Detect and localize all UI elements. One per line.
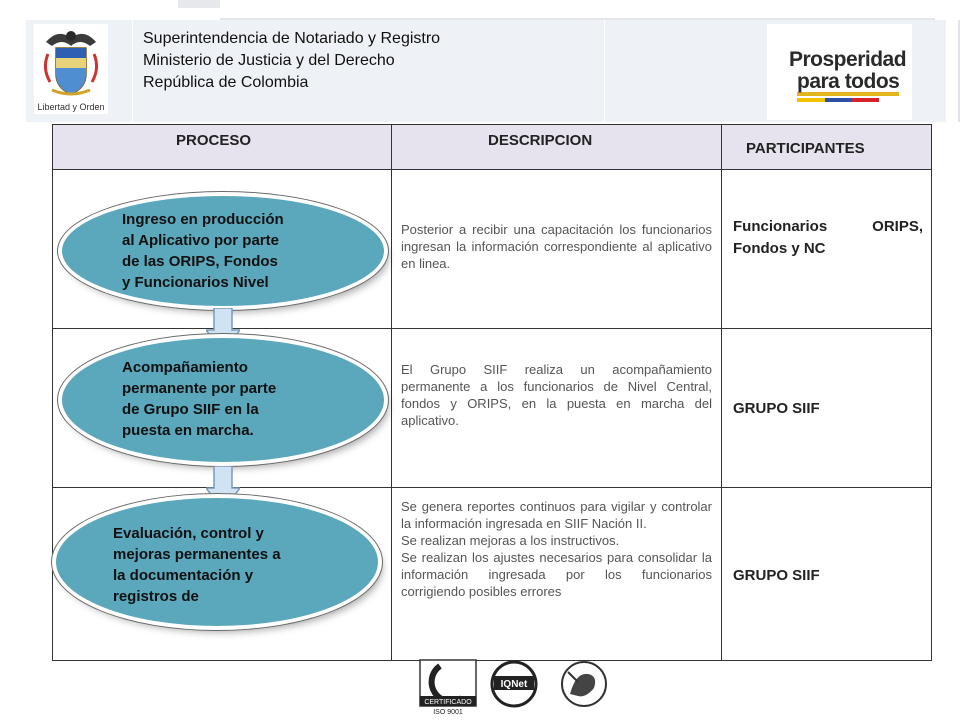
header-divider (604, 20, 605, 122)
cert1-sub: ISO 9001 (433, 709, 463, 716)
header-participantes (721, 124, 932, 170)
header-proceso (52, 124, 392, 170)
row3-description (401, 498, 712, 600)
org-line-3: República de Colombia (143, 74, 309, 91)
process-text-line: mejoras permanentes a (113, 546, 281, 563)
header-label: PROCESO (176, 132, 252, 149)
flag-stripe (797, 98, 879, 102)
row1-description: Posterior a recibir una capacitación los funcionarios ingresan la información correspondiente al aplicativo en linea. (401, 222, 712, 271)
process-text-line: registros de (113, 588, 199, 605)
description-line: Se realizan los ajustes necesarios para consolidar la información ingresada por los funcionarios corrigiendo posibles errores (401, 550, 712, 599)
process-text-line: Evaluación, control y (113, 525, 264, 542)
row2-description: El Grupo SIIF realiza un acompañamiento permanente a los funcionarios de Nivel Central, fondos y ORIPS, en la puesta en marcha del aplicativo. (401, 362, 712, 428)
process-step-1-text (122, 209, 284, 293)
process-text-line: la documentación y (113, 567, 254, 584)
cert1-label: CERTIFICADO (424, 699, 472, 706)
process-text-line: Ingreso en producción (122, 211, 284, 228)
seal-caption: Libertad y Orden (37, 102, 105, 112)
header-descripcion (391, 124, 722, 170)
coat-of-arms-logo (34, 24, 108, 114)
brand-line-1: Prosperidad (789, 48, 907, 71)
process-text-line: al Aplicativo por parte (122, 232, 279, 249)
row2-participants: GRUPO SIIF (733, 400, 820, 417)
top-tab (178, 0, 220, 8)
org-line-1: Superintendencia de Notariado y Registro (143, 30, 441, 47)
process-text-line: y Funcionarios Nivel (122, 274, 269, 291)
row1-participants: Funcionarios ORIPS, Fondos y NC (733, 218, 923, 257)
brand-line-2: para todos (797, 72, 899, 96)
process-text-line: de Grupo SIIF en la (122, 401, 259, 418)
process-text-line: permanente por parte (122, 380, 277, 397)
header-divider (132, 20, 133, 122)
cert2-label: IQNet (500, 679, 528, 690)
header-label: PARTICIPANTES (746, 140, 865, 157)
process-step-2-text (122, 357, 276, 441)
certification-seals-icon (418, 658, 614, 720)
process-text-line: puesta en marcha. (122, 422, 254, 439)
org-line-2: Ministerio de Justicia y del Derecho (143, 52, 395, 69)
description-line: Se genera reportes continuos para vigilar y controlar la información ingresada en SIIF Nación II. (401, 499, 712, 531)
row3-participants: GRUPO SIIF (733, 567, 820, 584)
header-label: DESCRIPCION (488, 132, 593, 149)
process-text-line: de las ORIPS, Fondos (122, 253, 278, 270)
process-text-line: Acompañamiento (122, 359, 248, 376)
description-line: Se realizan mejoras a los instructivos. (401, 533, 620, 548)
process-step-3-text (113, 523, 281, 607)
certification-logos (418, 658, 614, 720)
prosperidad-logo (767, 24, 912, 120)
coat-of-arms-icon (34, 24, 108, 102)
organization-name (143, 28, 440, 94)
